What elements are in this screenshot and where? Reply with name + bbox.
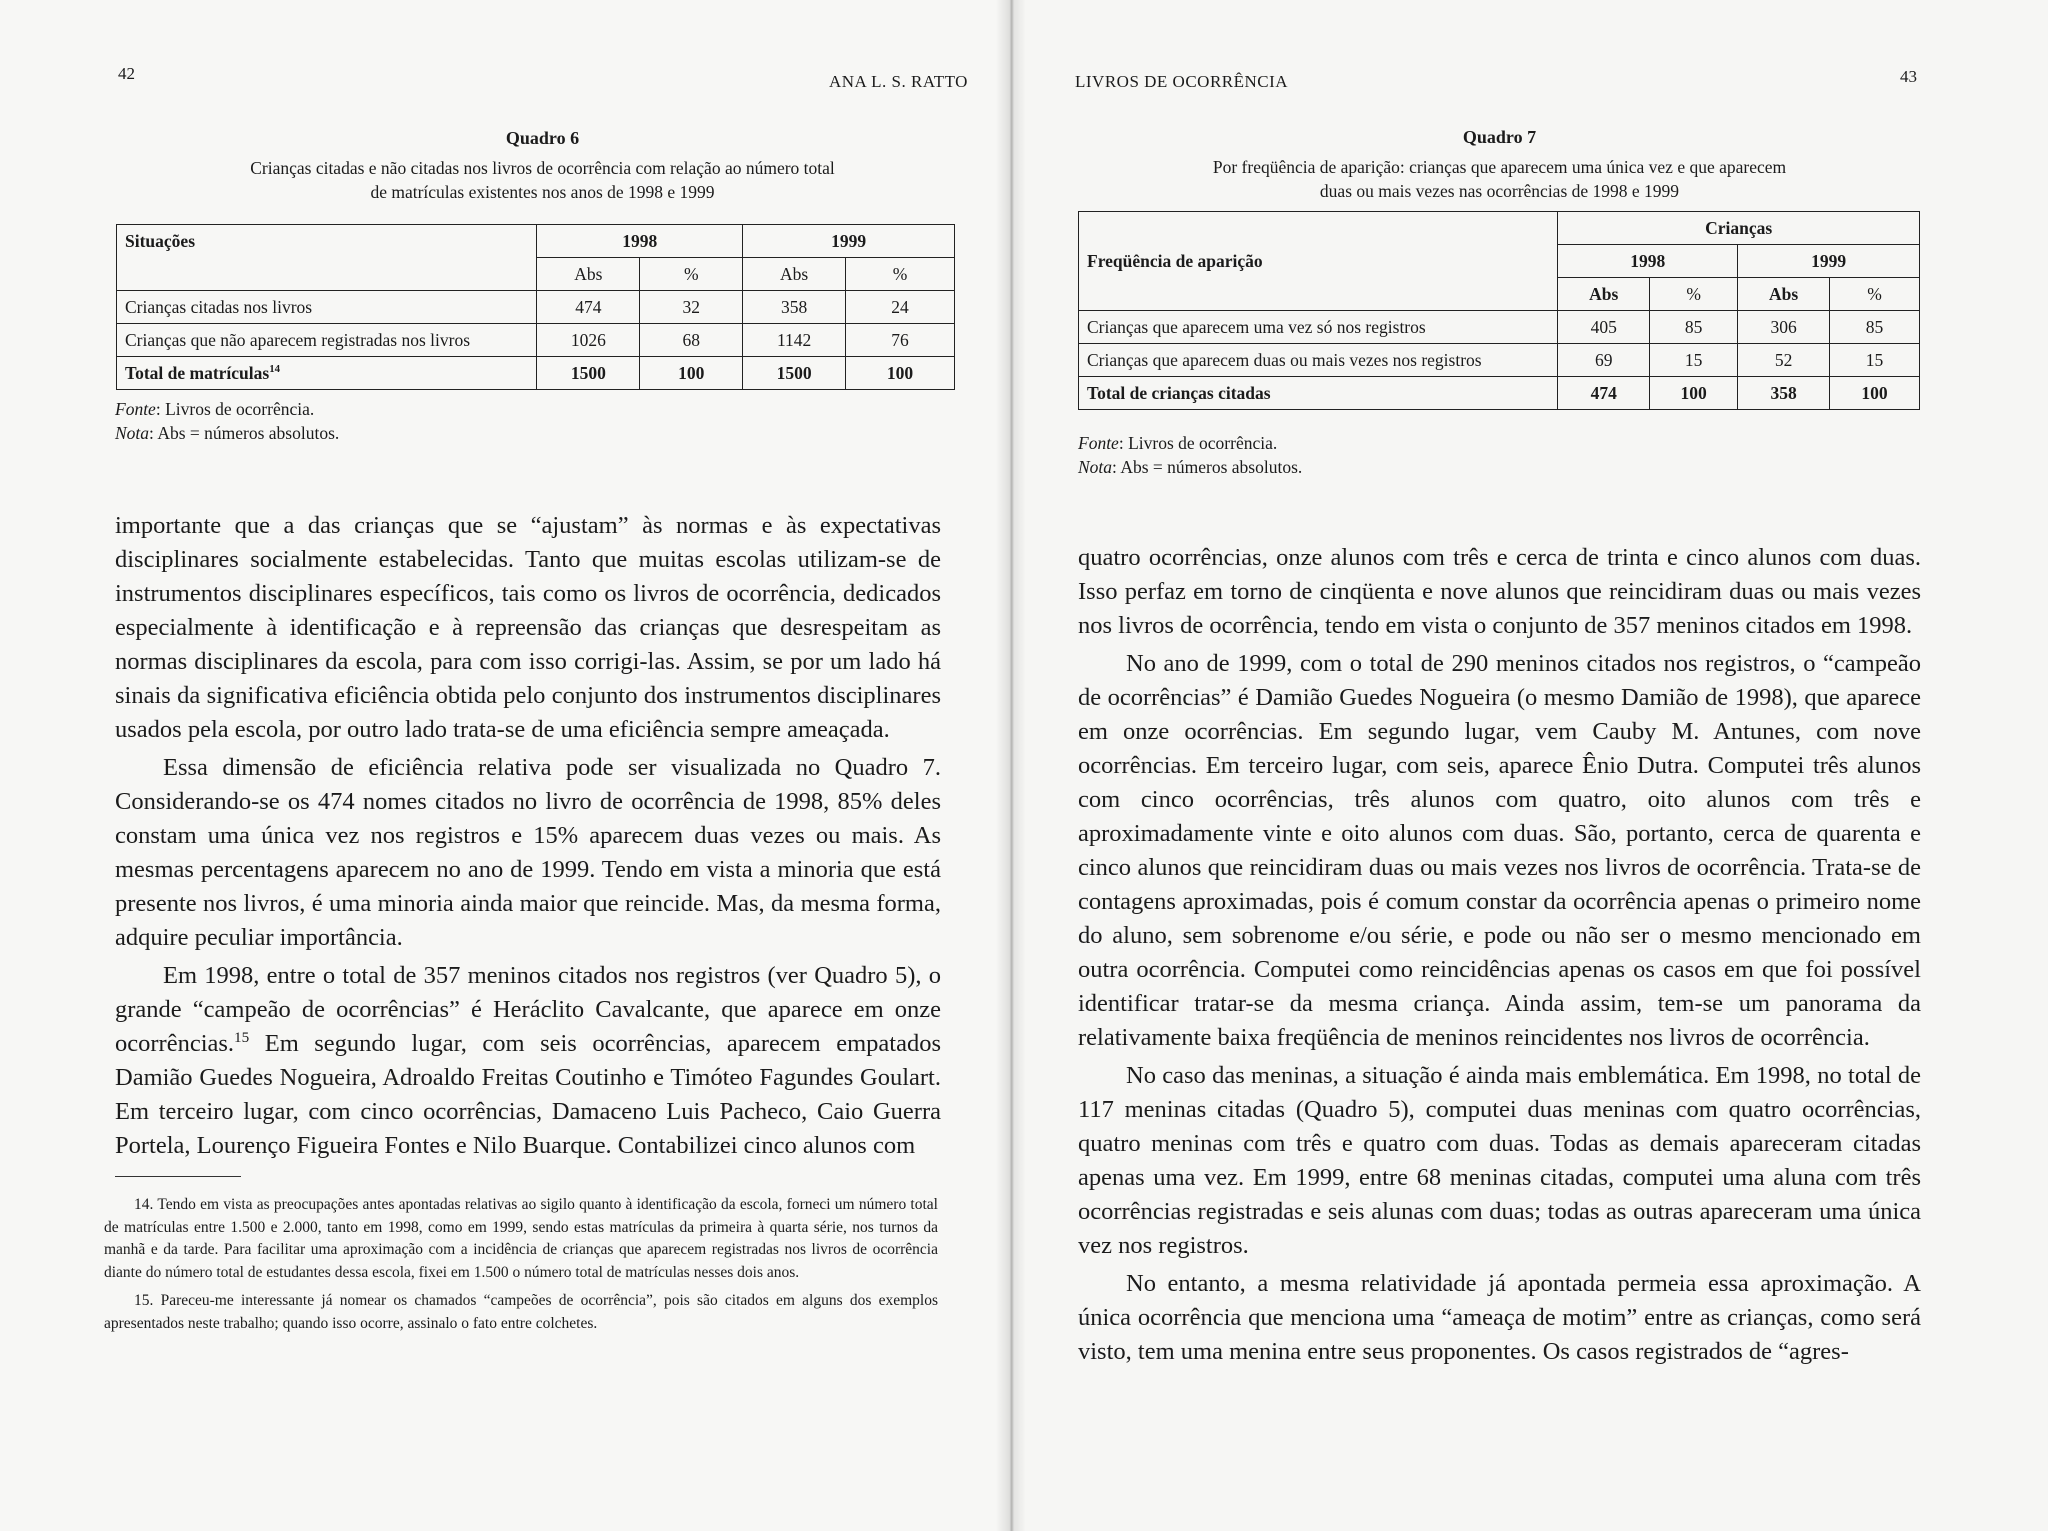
table-row [117,324,955,357]
header-freq: Freqüência de aparição [1079,212,1558,311]
header-year: 1998 [537,225,743,258]
running-head: LIVROS DE OCORRÊNCIA [1075,72,1289,91]
fonte-note [115,397,339,421]
body-text [1078,541,1921,1369]
quadro-subtitle [115,156,970,204]
fonte-text: : Livros de ocorrência. [1118,433,1278,453]
nota-label: Nota [115,423,150,443]
cell: 76 [846,324,955,357]
footnote: 15. Pareceu-me interessante já nomear os chamados “campeões de ocorrência”, pois são citados em alguns dos exemplos apresentados neste trabalho; quando isso ocorre, assinalo o fato entre colchetes. [104,1292,938,1332]
quadro-subtitle [1072,155,1927,203]
left-page [0,0,1012,1531]
body-text [115,509,941,1163]
cell: 85 [1830,311,1920,344]
fonte-note [1078,431,1302,455]
paragraph: quatro ocorrências, onze alunos com três e cerca de trinta e cinco alunos com duas. Isso perfaz em torno de cinqüenta e nove alunos que reincidiram duas ou mais vezes nos livros de ocorrência, tendo em vista o conjunto de 357 meninos citados em 1998. [1078,544,1921,639]
cell: 15 [1650,344,1738,377]
total-label: Total de crianças citadas [1079,377,1558,410]
page-number: 42 [118,64,135,83]
cell: 69 [1558,344,1650,377]
table-notes [115,397,339,445]
row-label: Crianças que aparecem duas ou mais vezes nos registros [1079,344,1558,377]
paragraph-text: Em 1998, entre o total de 357 meninos citados nos registros (ver Quadro 5), o grande “campeão de ocorrências” é Heráclito Cavalcante, que aparece em onze ocorrências. [115,962,941,1057]
row-label: Crianças que aparecem uma vez só nos registros [1079,311,1558,344]
cell: 1500 [537,357,640,390]
col-abs: Abs [743,258,846,291]
total-label-text: Total de matrículas [125,362,270,383]
cell: 474 [1558,377,1650,410]
header-criancas: Crianças [1558,212,1920,245]
paragraph: Essa dimensão de eficiência relativa pode ser visualizada no Quadro 7. Considerando-se os 474 nomes citados no livro de ocorrência de 1998, 85% deles constam uma única vez nos registros e 15% aparecem duas vezes ou mais. As mesmas percentagens aparecem no ano de 1999. Tendo em vista a minoria que está presente nos livros, é uma minoria ainda maior que reincide. Mas, da mesma forma, adquire peculiar importância. [115,754,941,951]
footnotes [104,1194,938,1335]
cell: 100 [640,357,743,390]
fonte-label: Fonte [115,399,156,419]
col-pct: % [1830,278,1920,311]
cell: 100 [1830,377,1920,410]
nota-note [1078,455,1302,479]
total-label [117,357,537,390]
right-page [1012,0,2048,1531]
footnote: 14. Tendo em vista as preocupações antes apontadas relativas ao sigilo quanto à identificação da escola, forneci um número total de matrículas entre 1.500 e 2.000, tanto em 1998, como em 1999, sendo estas matrículas da primeira à quarta série, nos turnos da manhã e da tarde. Para facilitar uma aproximação com a incidência de crianças que aparecem registradas nos livros de ocorrência diante do número total de estudantes dessa escola, fixei em 1.500 o número total de matrículas nesses dois anos. [104,1196,938,1281]
cell: 1142 [743,324,846,357]
table-row [1079,344,1920,377]
quadro-title: Quadro 6 [505,128,580,148]
header-blank [117,258,537,291]
quadro-subtitle-line: duas ou mais vezes nas ocorrências de 1998 e 1999 [1319,181,1680,201]
col-pct: % [1650,278,1738,311]
paragraph: importante que a das crianças que se “ajustam” às normas e às expectativas disciplinares socialmente estabelecidas. Tanto que muitas escolas utilizam-se de instrumentos disciplinares específicos, tais como os livros de ocorrência, dedicados especialmente à identificação e à repreensão das crianças que desrespeitam as normas disciplinares da escola, para com isso corrigi-las. Assim, se por um lado há sinais da significativa eficiência obtida pelo conjunto dos instrumentos disciplinares usados pela escola, por outro lado trata-se de uma eficiência sempre ameaçada. [115,512,941,743]
footnote-rule [115,1176,241,1177]
col-pct: % [640,258,743,291]
footnote-ref: 14 [269,362,281,375]
cell: 52 [1738,344,1830,377]
table-row-total [117,357,955,390]
nota-label: Nota [1078,457,1113,477]
col-abs: Abs [1558,278,1650,311]
paragraph: No ano de 1999, com o total de 290 meninos citados nos registros, o “campeão de ocorrências” é Damião Guedes Nogueira (o mesmo Damião de 1998), que aparece em onze ocorrências. Em segundo lugar, vem Cauby M. Antunes, com nove ocorrências. Em terceiro lugar, com seis, aparece Ênio Dutra. Computei três alunos com cinco ocorrências, três alunos com quatro, oito alunos com três e aproximadamente vinte e oito alunos com duas. São, portanto, cerca de quarenta e cinco alunos que reincidiram duas ou mais vezes nos livros de ocorrência. Trata-se de contagens aproximadas, pois é comum constar da ocorrência apenas o primeiro nome do aluno, sem sobrenome e/ou série, e pode ou não ser o mesmo mencionado em outra ocorrência. Computei como reincidências apenas os casos em que foi possível identificar tratar-se da mesma criança. Ainda assim, tem-se um panorama da relativamente baixa freqüência de meninos reincidentes nos livros de ocorrência. [1078,650,1921,1051]
cell: 358 [1738,377,1830,410]
cell: 358 [743,291,846,324]
fonte-label: Fonte [1078,433,1119,453]
header-year: 1999 [1738,245,1920,278]
cell: 68 [640,324,743,357]
cell: 1500 [743,357,846,390]
paragraph: No caso das meninas, a situação é ainda mais emblemática. Em 1998, no total de 117 meninas citadas (Quadro 5), computei duas meninas com quatro ocorrências, quatro meninas com três e quatro com duas. Todas as demais apareceram citadas apenas uma vez. Em 1999, entre 68 meninas citadas, computei uma aluna com três ocorrências registradas e seis alunas com duas; todas as outras apareceram uma única vez nos registros. [1078,1062,1921,1259]
quadro-title: Quadro 7 [1462,127,1537,147]
paragraph: No entanto, a mesma relatividade já apontada permeia essa aproximação. A única ocorrência que menciona uma “ameaça de motim” entre as crianças, como será visto, tem uma menina entre seus proponentes. Os casos registrados de “agres- [1078,1270,1921,1365]
running-head: ANA L. S. RATTO [829,72,968,91]
fonte-text: : Livros de ocorrência. [155,399,315,419]
cell: 405 [1558,311,1650,344]
table-row-total [1079,377,1920,410]
cell: 100 [846,357,955,390]
cell: 85 [1650,311,1738,344]
nota-text: : Abs = números absolutos. [1112,457,1303,477]
table-notes [1078,431,1302,479]
col-abs: Abs [537,258,640,291]
paragraph-text: Em segundo lugar, com seis ocorrências, aparecem empatados Damião Guedes Nogueira, Adroaldo Freitas Coutinho e Timóteo Fagundes Goulart. Em terceiro lugar, com cinco ocorrências, Damaceno Luis Pacheco, Caio Guerra Portela, Lourenço Figueira Fontes e Nilo Buarque. Contabilizei cinco alunos com [115,1030,941,1159]
header-year: 1999 [743,225,955,258]
cell: 24 [846,291,955,324]
row-label: Crianças citadas nos livros [117,291,537,324]
header-year: 1998 [1558,245,1738,278]
nota-text: : Abs = números absolutos. [149,423,340,443]
footnote-ref: 15 [234,1028,250,1046]
cell: 32 [640,291,743,324]
table-row [1079,311,1920,344]
paragraph [115,959,941,1163]
col-abs: Abs [1738,278,1830,311]
table-row [117,291,955,324]
page-number: 43 [1900,67,1917,86]
quadro-subtitle-line: Por freqüência de aparição: crianças que aparecem uma única vez e que aparecem [1212,157,1787,177]
quadro-subtitle-line: Crianças citadas e não citadas nos livros de ocorrência com relação ao número total [250,158,835,178]
header-situacoes: Situações [117,225,537,258]
cell: 1026 [537,324,640,357]
cell: 15 [1830,344,1920,377]
cell: 474 [537,291,640,324]
quadro-subtitle-line: de matrículas existentes nos anos de 1998 e 1999 [370,182,715,202]
row-label: Crianças que não aparecem registradas nos livros [117,324,537,357]
cell: 306 [1738,311,1830,344]
cell: 100 [1650,377,1738,410]
nota-note [115,421,339,445]
quadro-6-table [116,224,955,390]
quadro-7-table [1078,211,1920,410]
col-pct: % [846,258,955,291]
